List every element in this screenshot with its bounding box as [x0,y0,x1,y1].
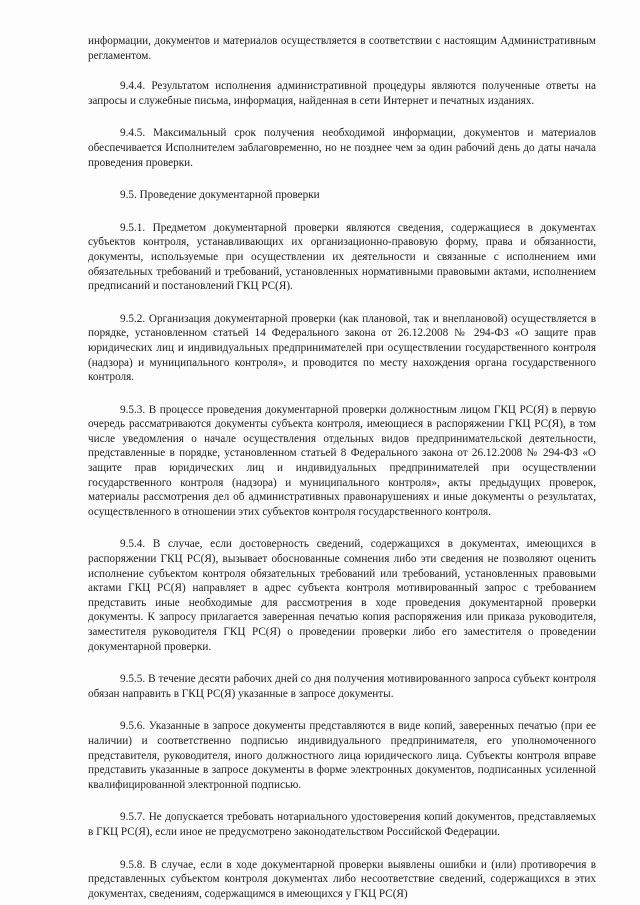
paragraph-continuation: информации, документов и материалов осуществляется в соответствии с настоящим Административным регламентом. [88,35,596,62]
paragraph-9-4-5: 9.4.5. Максимальный срок получения необходимой информации, документов и материалов обеспечивается Исполнителем заблаговременно, но не позднее чем за один рабочий день до даты начала проведения проверки. [88,127,596,169]
paragraph-9-4-4: 9.4.4. Результатом исполнения административной процедуры являются полученные ответы на запросы и служебные письма, информация, найденная в сети Интернет и печатных изданиях. [88,80,596,107]
paragraph-9-5-8: 9.5.8. В случае, если в ходе документарной проверки выявлены ошибки и (или) противоречия в представленных субъектом контроля документах либо несоответствие сведений, содержащихся в этих документах, сведениям, содержащимся в имеющихся у ГКЦ РС(Я) [88,858,596,900]
paragraph-9-5-2: 9.5.2. Организация документарной проверки (как плановой, так и внеплановой) осуществляется в порядке, установленном статьей 14 Федерального закона от 26.12.2008 № 294-ФЗ «О защите прав юридических лиц и индивидуальных предпринимателей при осуществлении государственного контроля (надзора) и муниципального контроля», и проводится по месту нахождения органа государственного контроля. [88,312,596,384]
page-content [88,34,596,901]
paragraph-9-5-7: 9.5.7. Не допускается требовать нотариального удостоверения копий документов, представляемых в ГКЦ РС(Я), если иное не предусмотрено законодательством Российской Федерации. [88,811,596,838]
paragraph-9-5-5: 9.5.5. В течение десяти рабочих дней со дня получения мотивированного запроса субъект контроля обязан направить в ГКЦ РС(Я) указанные в запросе документы. [88,673,596,700]
paragraph-9-5-6: 9.5.6. Указанные в запросе документы представляются в виде копий, заверенных печатью (при ее наличии) и соответственно подписью индивидуального предпринимателя, его уполномоченного представителя, руководителя, иного должностного лица юридического лица. Субъекты контроля вправе представить указанные в запросе документы в форме электронных документов, подписанных усиленной квалифицированной электронной подписью. [88,720,596,791]
paragraph-9-5-4: 9.5.4. В случае, если достоверность сведений, содержащихся в документах, имеющихся в распоряжении ГКЦ РС(Я), вызывает обоснованные сомнения либо эти сведения не позволяют оценить исполнение субъектом контроля обязательных требований или требований, установленных правовыми актами ГКЦ РС(Я) направляет в адрес субъекта контроля мотивированный запрос с требованием представить иные необходимые для рассмотрения в ходе проведения документарной проверки документы. К запросу прилагается заверенная печатью копия распоряжения или приказа руководителя, заместителя руководителя ГКЦ РС(Я) о проведении проверки либо его заместителя о проведении документарной проверки. [88,538,596,653]
paragraph-9-5-1: 9.5.1. Предметом документарной проверки являются сведения, содержащиеся в документах субъектов контроля, устанавливающих их организационно-правовую форму, права и обязанности, документы, используемые при осуществлении их деятельности и связанные с исполнением ими обязательных требований и требований, установленных нормативными правовыми актами, исполнением предписаний и постановлений ГКЦ РС(Я). [88,221,596,293]
paragraph-9-5-3: 9.5.3. В процессе проведения документарной проверки должностным лицом ГКЦ РС(Я) в первую очередь рассматриваются документы субъекта контроля, имеющиеся в распоряжении ГКЦ РС(Я), в том числе уведомления о начале осуществления отдельных видов предпринимательской деятельности, представленные в порядке, установленном статьей 8 Федерального закона от 26.12.2008 № 294-ФЗ «О защите прав юридических лиц и индивидуальных предпринимателей при осуществлении государственного контроля (надзора) и муниципального контроля», акты предыдущих проверок, материалы рассмотрения дел об административных правонарушениях и иные документы о результатах, осуществленного в отношении этих субъектов контроля государственного контроля. [88,403,596,518]
section-heading-9-5: 9.5. Проведение документарной проверки [120,189,320,202]
